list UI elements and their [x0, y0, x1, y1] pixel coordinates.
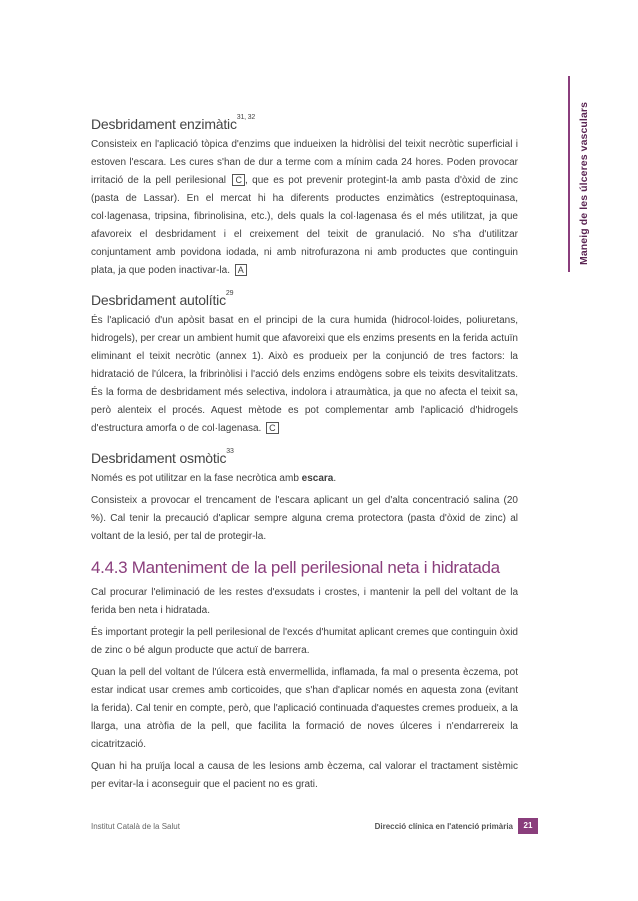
title-text: Desbridament enzimàtic	[91, 116, 237, 132]
section-title	[91, 292, 518, 308]
subsection-heading: 4.4.3 Manteniment de la pell perilesional neta i hidratada	[91, 558, 500, 577]
paragraph-text: .	[333, 473, 337, 484]
running-header: Maneig de les úlceres vasculars	[578, 101, 590, 265]
page-number: 21	[518, 818, 538, 834]
reference-marker: 33	[226, 448, 234, 455]
section-autolytic	[91, 292, 518, 438]
footer-department: Direcció clínica en l'atenció primària	[374, 822, 513, 831]
emphasis: escara	[301, 473, 334, 484]
footer-institution: Institut Català de la Salut	[91, 822, 180, 831]
paragraph: Consisteix a provocar el trencament de l'escara aplicant un gel d'alta concentració salina (20 %). Cal tenir la precaució d'aplicar sempre alguna crema protectora (pasta d'òxid de zinc) al voltant de la lesió, per tal de protegir-la.	[91, 495, 518, 542]
paragraph	[91, 136, 518, 280]
evidence-level-badge: C	[266, 422, 279, 434]
paragraph	[91, 312, 518, 438]
title-text: Desbridament autolític	[91, 292, 226, 308]
side-rule	[568, 76, 570, 272]
page-footer	[91, 818, 538, 834]
main-content	[91, 116, 518, 798]
section-title	[91, 116, 518, 132]
paragraph: Quan la pell del voltant de l'úlcera està envermellida, inflamada, fa mal o presenta èczema, pot estar indicat usar cremes amb corticoides, que s'han d'aplicar només en aquesta zona (evitant la ferida). Cal tenir en compte, però, que l'aplicació continuada d'aquestes cremes produeix, a la llarga, una atròfia de la pell, que facilita la formació de noves úlceres i n'endarrereix la cicatrització.	[91, 667, 518, 750]
paragraph-text: És l'aplicació d'un apòsit basat en el principi de la cura humida (hidrocol·loides, poliuretans, hidrogels), per crear un ambient humit que afavoreixi que els enzims presents en la ferida actuïn eliminant el teixit necròtic (annex 1). Això es produeix per la conjunció de tres factors: la hidratació de l'úlcera, la fribrinòlisi i l'acció dels enzims endògens sobre els teixits desvitalitzats. És la forma de desbridament més selectiva, indolora i atraumàtica, ja que no afecta el teixit sa, però alenteix el procés. Aquest mètode es pot complementar amb l'aplicació d'hidrogels d'estructura amorfa o de col·lagenasa.	[91, 315, 518, 434]
evidence-level-badge: A	[235, 264, 247, 276]
section-enzymatic	[91, 116, 518, 280]
title-text: Desbridament osmòtic	[91, 450, 227, 466]
evidence-level-badge: C	[232, 174, 245, 186]
paragraph-text: Consisteix en l'aplicació tòpica d'enzims que indueixen la hidròlisi del teixit necròtic superficial i estoven l'escara. Les cures s'han de dur a terme com a mínim cada 24 hores. Poden provocar irritació de la pell perilesional	[91, 139, 518, 186]
paragraph: Quan hi ha pruïja local a causa de les lesions amb èczema, cal valorar el tractament sistèmic per evitar-la i aconseguir que el pacient no es grati.	[91, 761, 518, 790]
reference-marker: 29	[225, 290, 234, 297]
section-osmotic	[91, 450, 518, 546]
reference-marker: 31, 32	[236, 114, 256, 121]
paragraph-text: , que es pot prevenir protegint-la amb pasta d'òxid de zinc (pasta de Lassar). En el mercat hi ha diferents productes enzimàtics (estreptoquinasa, col·lagenasa, tripsina, fibrinolisina, etc.), dels quals la col·lagenasa és el més utilitzat, ja que afavoreix el desbridament i el creixement del teixit de granulació. No s'ha d'utilitzar conjuntament amb povidona iodada, ni amb nitrofurazona ni amb productes que continguin plata, ja que poden inactivar-la.	[91, 175, 518, 276]
paragraph-text: Només es pot utilitzar en la fase necròtica amb	[91, 473, 299, 484]
paragraph: Cal procurar l'eliminació de les restes d'exsudats i crostes, i mantenir la pell del voltant de la ferida ben neta i hidratada.	[91, 587, 518, 616]
paragraph	[91, 470, 518, 488]
section-title	[91, 450, 518, 466]
paragraph: És important protegir la pell perilesional de l'excés d'humitat aplicant cremes que continguin òxid de zinc o bé algun producte que actuï de barrera.	[91, 627, 518, 656]
